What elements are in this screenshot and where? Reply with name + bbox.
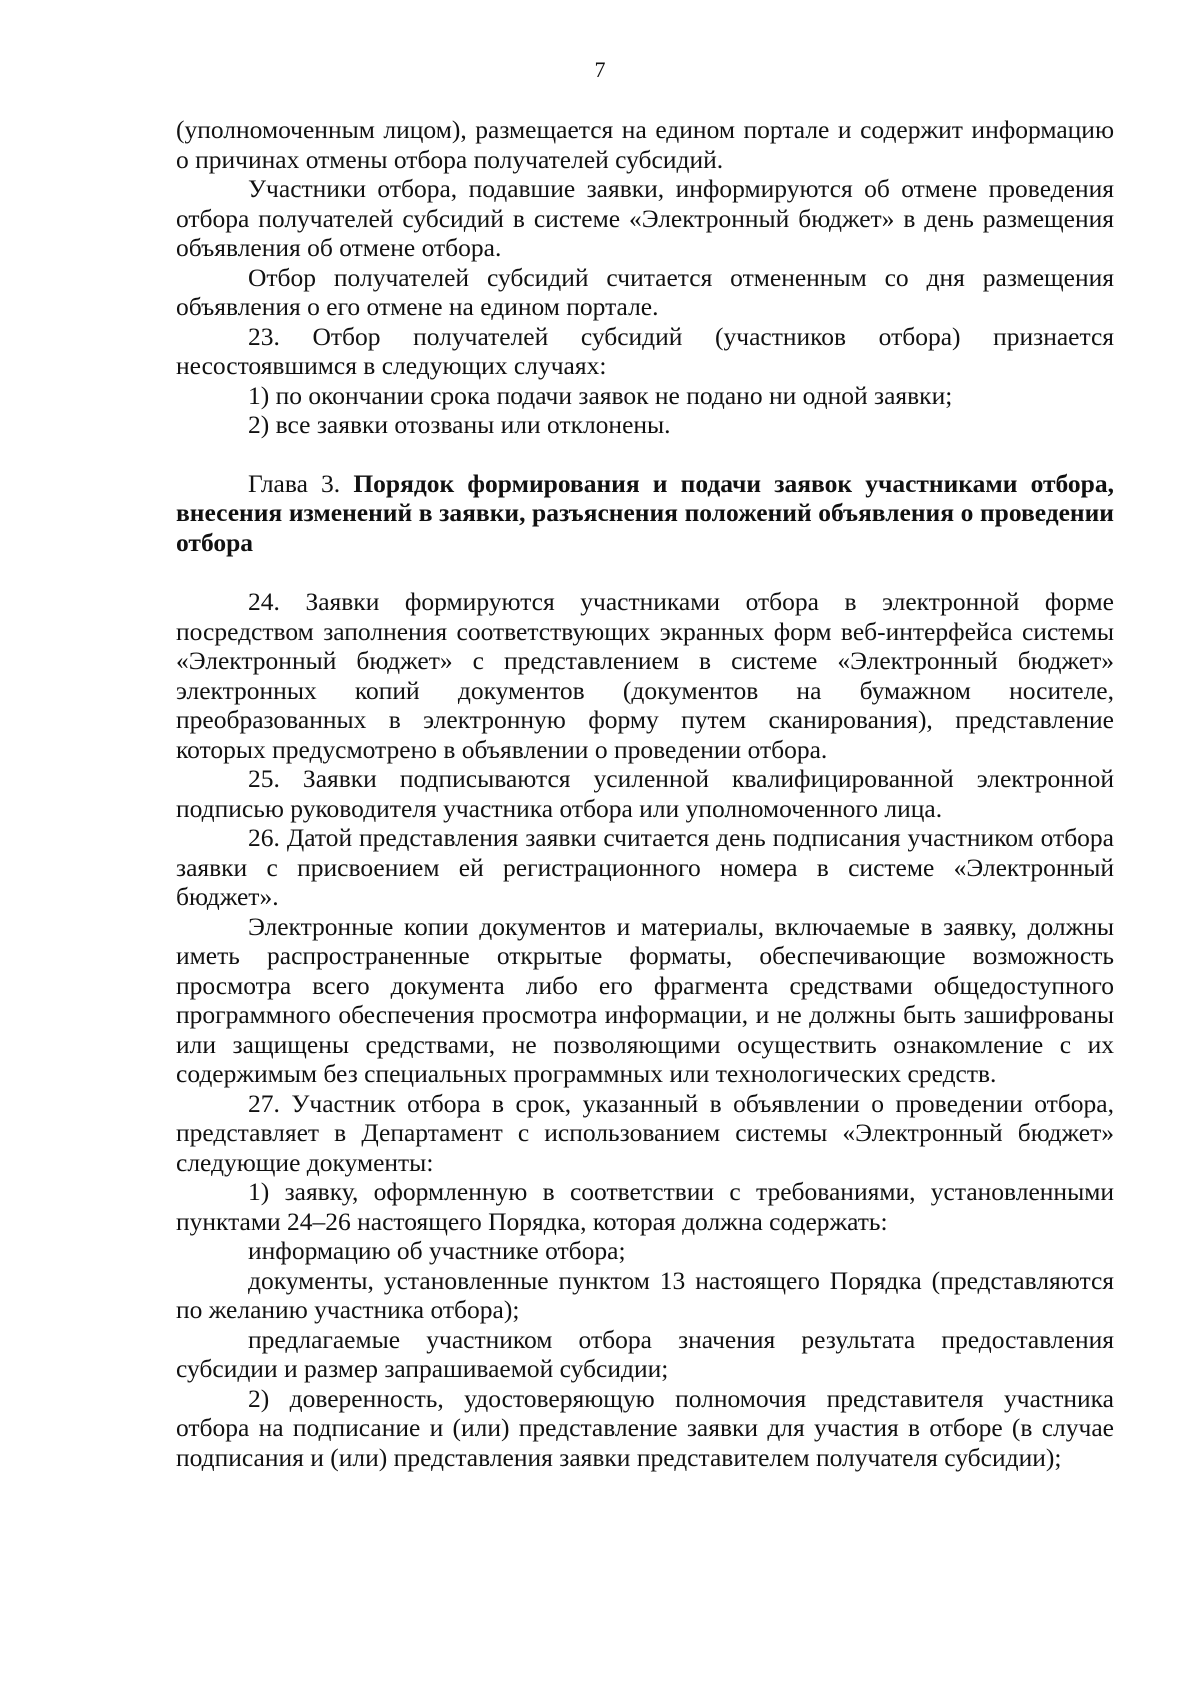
list-item: информацию об участнике отбора; xyxy=(248,1236,626,1265)
chapter-title: Порядок формирования и подачи заявок участниками отбора, внесения изменений в заявки, разъяснения положений объявления о проведении отбора xyxy=(176,468,1114,557)
paragraph-item-26: 26. Датой представления заявки считается день подписания участником отбора заявки с присвоением ей регистрационного номера в системе «Электронный бюджет». xyxy=(176,823,1114,911)
paragraph-item-24: 24. Заявки формируются участниками отбора в электронной форме посредством заполнения соответствующих экранных форм веб-интерфейса системы «Электронный бюджет» с представлением в системе «Электронный бюджет» электронных копий документов (документов на бумажном носителе, преобразованных в электронную форму путем сканирования), представление которых предусмотрено в объявлении о проведении отбора. xyxy=(176,587,1114,764)
paragraph-item-23: 23. Отбор получателей субсидий (участников отбора) признается несостоявшимся в следующих случаях: xyxy=(176,321,1114,380)
paragraph: Отбор получателей субсидий считается отмененным со дня размещения объявления о его отмене на едином портале. xyxy=(176,262,1114,321)
chapter-label: Глава 3. xyxy=(248,468,341,498)
list-item: 1) заявку, оформленную в соответствии с требованиями, установленными пунктами 24–26 настоящего Порядка, которая должна содержать: xyxy=(176,1177,1114,1236)
list-item: 2) доверенность, удостоверяющую полномочия представителя участника отбора на подписание и (или) представление заявки для участия в отборе (в случае подписания и (или) представления заявки представителем получателя субсидии); xyxy=(176,1383,1114,1472)
document-body xyxy=(176,115,1114,1472)
chapter-heading xyxy=(176,469,1114,558)
list-item: предлагаемые участником отбора значения результата предоставления субсидии и размер запрашиваемой субсидии; xyxy=(176,1324,1114,1383)
list-item: документы, установленные пунктом 13 настоящего Порядка (представляются по желанию участника отбора); xyxy=(176,1265,1114,1324)
paragraph: Участники отбора, подавшие заявки, информируются об отмене проведения отбора получателей субсидий в системе «Электронный бюджет» в день размещения объявления об отмене отбора. xyxy=(176,174,1114,262)
list-item: 2) все заявки отозваны или отклонены. xyxy=(248,410,671,439)
paragraph-continuation: (уполномоченным лицом), размещается на едином портале и содержит информацию о причинах отмены отбора получателей субсидий. xyxy=(176,115,1114,174)
paragraph-item-25: 25. Заявки подписываются усиленной квалифицированной электронной подписью руководителя участника отбора или уполномоченного лица. xyxy=(176,764,1114,823)
list-item: 1) по окончании срока подачи заявок не подано ни одной заявки; xyxy=(248,380,953,410)
paragraph-item-27: 27. Участник отбора в срок, указанный в объявлении о проведении отбора, представляет в Департамент с использованием системы «Электронный бюджет» следующие документы: xyxy=(176,1088,1114,1177)
page-number: 7 xyxy=(594,57,606,82)
paragraph: Электронные копии документов и материалы, включаемые в заявку, должны иметь распространенные открытые форматы, обеспечивающие возможность просмотра всего документа либо его фрагмента средствами общедоступного программного обеспечения просмотра информации, и не должны быть зашифрованы или защищены средствами, не позволяющими осуществить ознакомление с их содержимым без специальных программных или технологических средств. xyxy=(176,911,1114,1088)
